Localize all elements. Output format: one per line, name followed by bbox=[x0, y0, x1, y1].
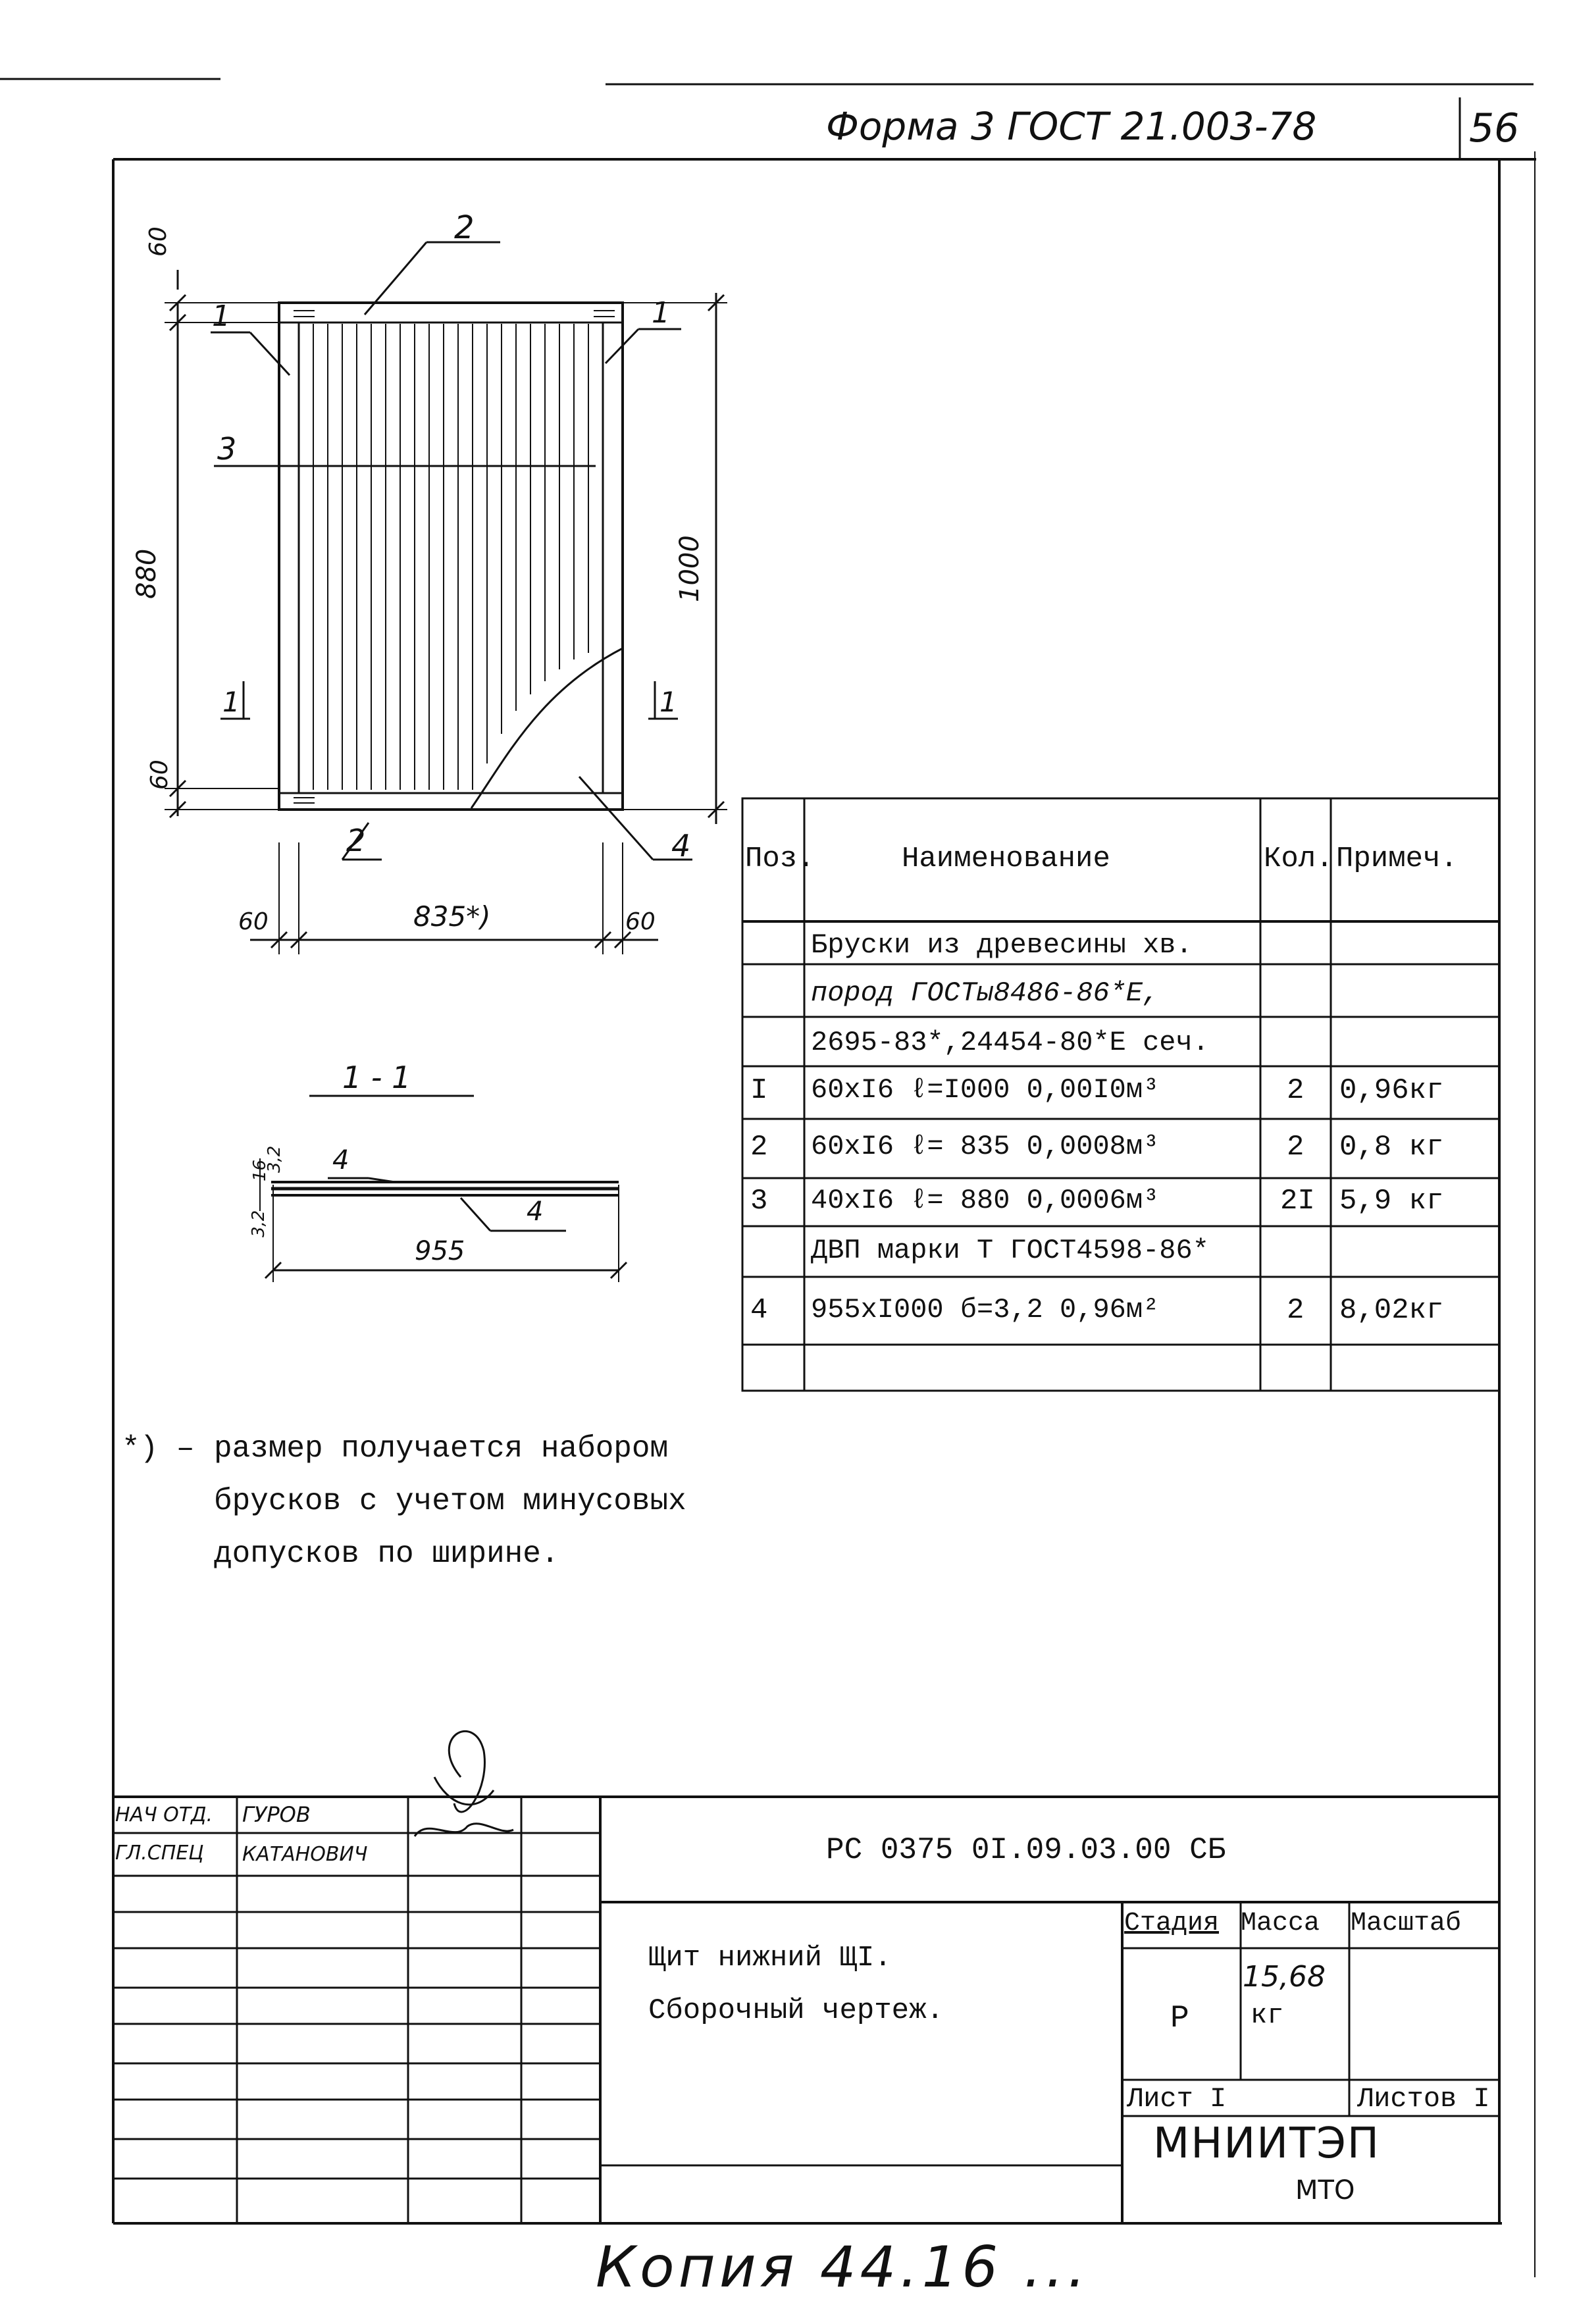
table-row-1-name: пород ГОСТы8486-86*Е, bbox=[811, 977, 1160, 1009]
callout-1-right: 1 bbox=[652, 296, 670, 330]
role-chief-spec: ГЛ.СПЕЦ bbox=[115, 1842, 204, 1865]
mass-unit: кг bbox=[1251, 2000, 1284, 2031]
table-row-4-name: 60хI6 ℓ= 835 0,0008м³ bbox=[811, 1131, 1160, 1162]
table-row-7-qty: 2 bbox=[1287, 1294, 1304, 1327]
table-row-5-pos: 3 bbox=[750, 1185, 768, 1218]
stage-value: Р bbox=[1170, 2001, 1189, 2036]
section-dim-16: 16 bbox=[250, 1159, 270, 1181]
doc-code: РС 0375 0I.09.03.00 СБ bbox=[826, 1833, 1226, 1867]
callout-1-left: 1 bbox=[212, 299, 230, 333]
dim-835: 835*) bbox=[413, 900, 491, 933]
callout-2-bottom: 2 bbox=[346, 823, 366, 858]
table-header-note: Примеч. bbox=[1336, 842, 1458, 875]
table-header-name: Наименование bbox=[902, 842, 1110, 875]
title-line-2: Сборочный чертеж. bbox=[648, 1994, 944, 2027]
table-row-3-qty: 2 bbox=[1287, 1074, 1304, 1107]
handwritten-copy-note: Копия 44.16 ... bbox=[596, 2234, 1090, 2300]
note-line-2: брусков с учетом минусовых bbox=[214, 1484, 686, 1518]
dim-bottom-left-60: 60 bbox=[238, 908, 269, 935]
table-row-7-note: 8,02кг bbox=[1339, 1294, 1444, 1327]
table-row-7-pos: 4 bbox=[750, 1294, 768, 1327]
table-header-pos: Поз. bbox=[745, 842, 815, 875]
mass-label: Масса bbox=[1241, 1909, 1320, 1938]
table-row-2-name: 2695-83*,24454-80*Е сеч. bbox=[811, 1027, 1209, 1058]
section-dim-955: 955 bbox=[415, 1236, 465, 1266]
table-header-qty: Кол. bbox=[1264, 842, 1333, 875]
sheet-number: Лист I bbox=[1127, 2083, 1227, 2115]
section-mark-right: 1 bbox=[659, 686, 677, 718]
section-dim-3-2-bottom: 3,2 bbox=[249, 1210, 269, 1237]
table-row-3-pos: I bbox=[750, 1074, 768, 1107]
dim-bottom-60: 60 bbox=[146, 760, 173, 790]
callout-3: 3 bbox=[217, 431, 237, 467]
dim-bottom-right-60: 60 bbox=[625, 908, 656, 935]
table-row-7-name: 955хI000 б=3,2 0,96м² bbox=[811, 1294, 1160, 1326]
table-row-4-pos: 2 bbox=[750, 1131, 768, 1164]
table-row-6-name: ДВП марки Т ГОСТ4598-86* bbox=[811, 1235, 1209, 1266]
role-head-dept: НАЧ ОТД. bbox=[115, 1803, 213, 1826]
table-row-5-qty: 2I bbox=[1280, 1185, 1315, 1218]
dim-880: 880 bbox=[132, 548, 162, 599]
dim-top-60: 60 bbox=[145, 226, 172, 257]
section-mark-left: 1 bbox=[222, 686, 240, 718]
callout-4: 4 bbox=[671, 828, 691, 864]
table-row-5-name: 40хI6 ℓ= 880 0,0006м³ bbox=[811, 1185, 1160, 1216]
stage-label: Стадия bbox=[1124, 1909, 1220, 1938]
section-callout-4-top: 4 bbox=[332, 1145, 349, 1175]
org-name: МНИИТЭП bbox=[1153, 2119, 1380, 2168]
mass-value: 15,68 bbox=[1243, 1960, 1326, 1994]
note-line-1: размер получается набором bbox=[214, 1432, 669, 1466]
section-title: 1 - 1 bbox=[342, 1060, 411, 1095]
note-marker: *) – bbox=[122, 1432, 195, 1466]
form-standard-label: Форма 3 ГОСТ 21.003-78 bbox=[826, 104, 1317, 149]
table-row-4-qty: 2 bbox=[1287, 1131, 1304, 1164]
table-row-4-note: 0,8 кг bbox=[1339, 1131, 1444, 1164]
table-row-5-note: 5,9 кг bbox=[1339, 1185, 1444, 1218]
scale-label: Масштаб bbox=[1351, 1909, 1462, 1938]
name-gurov: ГУРОВ bbox=[242, 1802, 311, 1827]
section-dim-3-2-top: 3,2 bbox=[265, 1145, 284, 1173]
page-number: 56 bbox=[1469, 105, 1520, 151]
callout-2-top: 2 bbox=[454, 209, 475, 246]
title-line-1: Щит нижний ЩI. bbox=[648, 1942, 892, 1975]
dim-1000: 1000 bbox=[675, 535, 705, 602]
org-sub: МТО bbox=[1295, 2175, 1355, 2206]
section-callout-4-bottom: 4 bbox=[527, 1197, 544, 1227]
table-row-3-name: 60хI6 ℓ=I000 0,00I0м³ bbox=[811, 1074, 1160, 1106]
note-line-3: допусков по ширине. bbox=[214, 1537, 559, 1571]
sheets-total: Листов I bbox=[1357, 2083, 1490, 2115]
name-katanovich: КАТАНОВИЧ bbox=[242, 1843, 368, 1866]
table-row-3-note: 0,96кг bbox=[1339, 1074, 1444, 1107]
table-row-0-name: Бруски из древесины хв. bbox=[811, 929, 1193, 961]
